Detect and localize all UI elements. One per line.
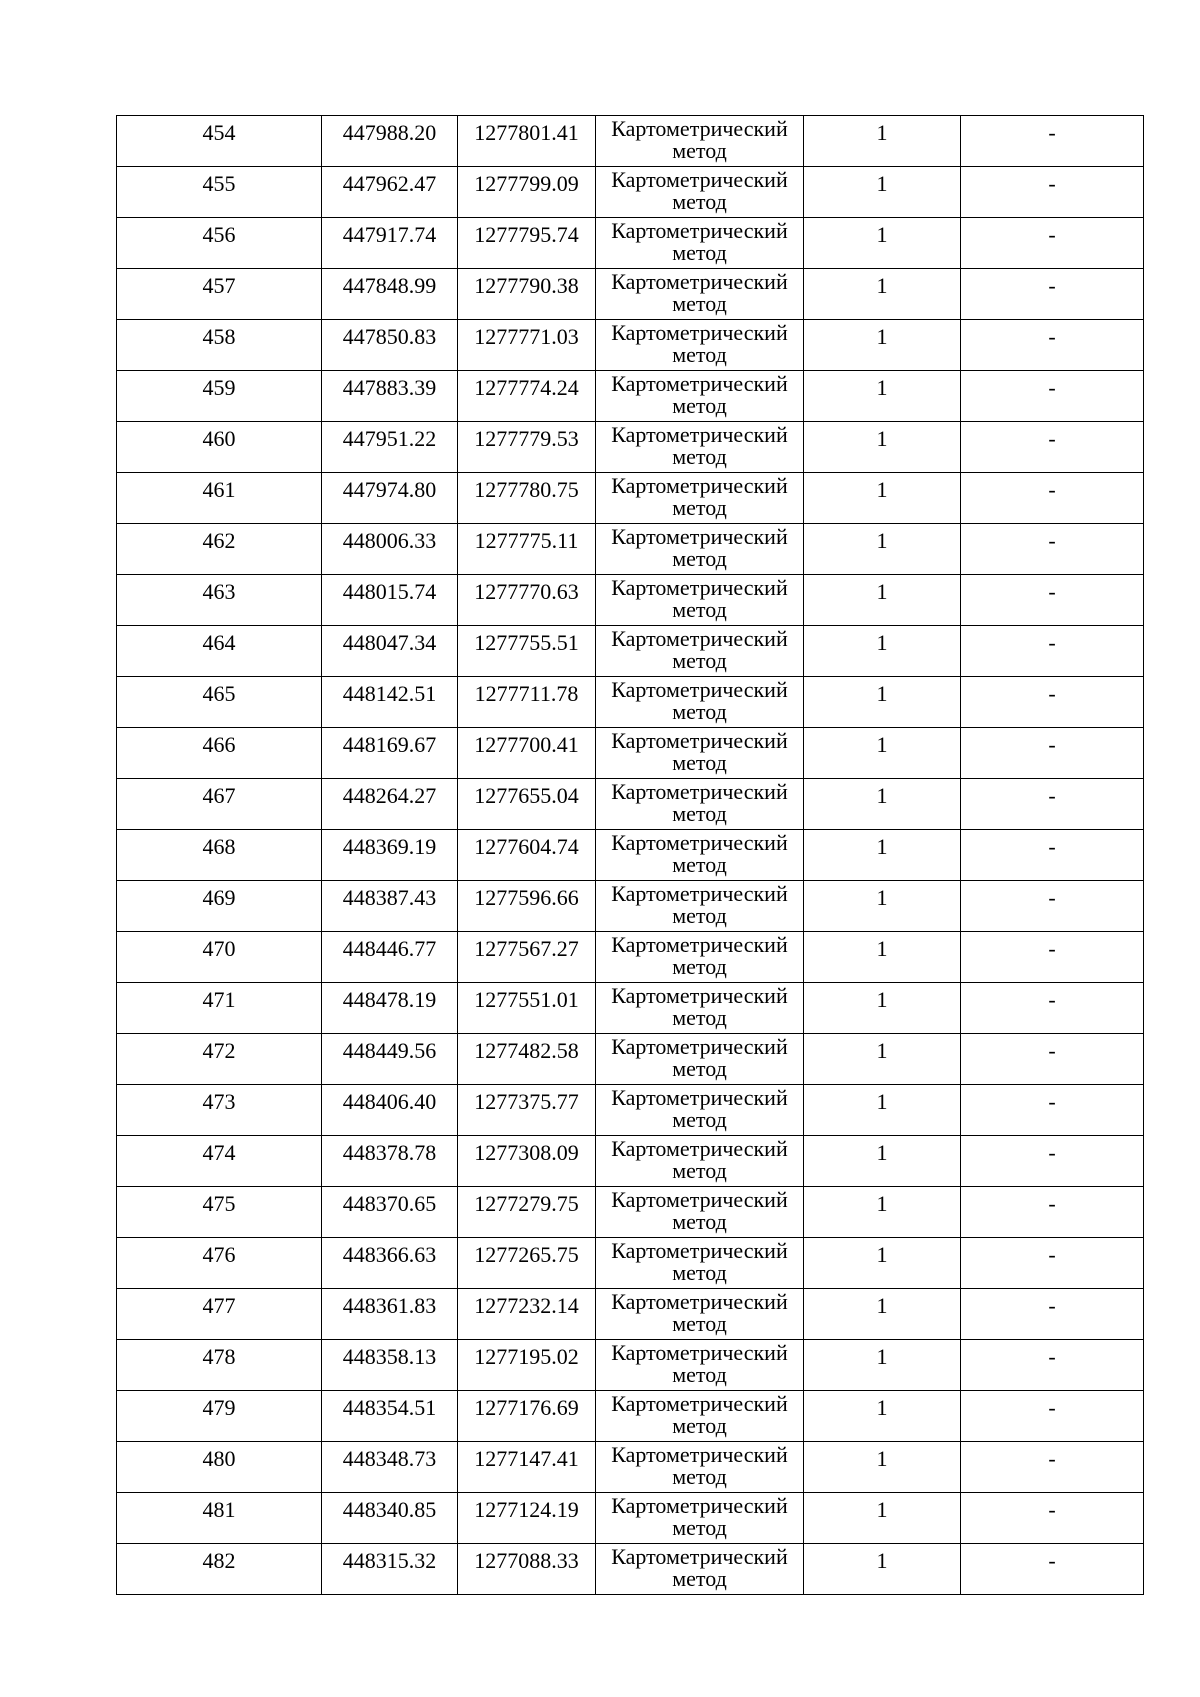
y-coordinate-cell: 1277770.63 [458,575,596,626]
method-line-1: Картометрический [611,1544,788,1569]
y-coordinate-cell: 1277604.74 [458,830,596,881]
point-number-cell: 463 [117,575,322,626]
table-row [117,1187,1144,1238]
y-coordinate-cell: 1277774.24 [458,371,596,422]
table-row [117,269,1144,320]
note-cell: - [961,1136,1144,1187]
method-cell [596,1391,804,1442]
table-row [117,1493,1144,1544]
accuracy-cell: 1 [804,422,961,473]
method-cell [596,1034,804,1085]
table-row [117,1391,1144,1442]
point-number-cell: 479 [117,1391,322,1442]
method-line-2: метод [672,1566,727,1591]
note-cell: - [961,881,1144,932]
point-number-cell: 455 [117,167,322,218]
method-cell [596,728,804,779]
y-coordinate-cell: 1277700.41 [458,728,596,779]
note-cell: - [961,1442,1144,1493]
table-row [117,473,1144,524]
table-row [117,932,1144,983]
y-coordinate-cell: 1277775.11 [458,524,596,575]
method-line-1: Картометрический [611,1493,788,1518]
x-coordinate-cell: 448446.77 [322,932,458,983]
accuracy-cell: 1 [804,1289,961,1340]
x-coordinate-cell: 448358.13 [322,1340,458,1391]
note-cell: - [961,1340,1144,1391]
point-number-cell: 457 [117,269,322,320]
note-cell: - [961,1391,1144,1442]
method-line-1: Картометрический [611,728,788,753]
point-number-cell: 472 [117,1034,322,1085]
table-row [117,728,1144,779]
table-row [117,320,1144,371]
method-cell [596,1136,804,1187]
point-number-cell: 459 [117,371,322,422]
accuracy-cell: 1 [804,1340,961,1391]
method-line-2: метод [672,240,727,265]
x-coordinate-cell: 448387.43 [322,881,458,932]
y-coordinate-cell: 1277779.53 [458,422,596,473]
method-line-1: Картометрический [611,1289,788,1314]
accuracy-cell: 1 [804,779,961,830]
x-coordinate-cell: 447988.20 [322,116,458,167]
y-coordinate-cell: 1277482.58 [458,1034,596,1085]
method-line-1: Картометрический [611,1340,788,1365]
table-row [117,218,1144,269]
point-number-cell: 482 [117,1544,322,1595]
point-number-cell: 454 [117,116,322,167]
method-cell [596,1544,804,1595]
accuracy-cell: 1 [804,1085,961,1136]
method-cell [596,779,804,830]
method-line-1: Картометрический [611,1238,788,1263]
accuracy-cell: 1 [804,1034,961,1085]
note-cell: - [961,1238,1144,1289]
accuracy-cell: 1 [804,1187,961,1238]
point-number-cell: 476 [117,1238,322,1289]
x-coordinate-cell: 448142.51 [322,677,458,728]
method-cell [596,932,804,983]
accuracy-cell: 1 [804,218,961,269]
point-number-cell: 466 [117,728,322,779]
x-coordinate-cell: 448047.34 [322,626,458,677]
x-coordinate-cell: 447974.80 [322,473,458,524]
y-coordinate-cell: 1277308.09 [458,1136,596,1187]
method-line-1: Картометрический [611,422,788,447]
y-coordinate-cell: 1277265.75 [458,1238,596,1289]
point-number-cell: 464 [117,626,322,677]
method-line-2: метод [672,1464,727,1489]
method-line-2: метод [672,546,727,571]
y-coordinate-cell: 1277147.41 [458,1442,596,1493]
note-cell: - [961,116,1144,167]
method-line-2: метод [672,138,727,163]
method-line-1: Картометрический [611,473,788,498]
y-coordinate-cell: 1277799.09 [458,167,596,218]
method-line-2: метод [672,750,727,775]
y-coordinate-cell: 1277655.04 [458,779,596,830]
x-coordinate-cell: 447883.39 [322,371,458,422]
table-row [117,575,1144,626]
note-cell: - [961,830,1144,881]
method-line-2: метод [672,699,727,724]
method-line-2: метод [672,1413,727,1438]
method-line-1: Картометрический [611,677,788,702]
method-line-2: метод [672,291,727,316]
table-row [117,371,1144,422]
method-line-2: метод [672,495,727,520]
method-line-1: Картометрический [611,371,788,396]
method-line-1: Картометрический [611,167,788,192]
table-row [117,1544,1144,1595]
point-number-cell: 458 [117,320,322,371]
table-row [117,116,1144,167]
accuracy-cell: 1 [804,1493,961,1544]
method-line-1: Картометрический [611,779,788,804]
note-cell: - [961,1034,1144,1085]
table-row [117,983,1144,1034]
x-coordinate-cell: 448369.19 [322,830,458,881]
method-line-1: Картометрический [611,1187,788,1212]
note-cell: - [961,320,1144,371]
method-line-2: метод [672,852,727,877]
method-line-2: метод [672,1515,727,1540]
method-line-2: метод [672,189,727,214]
accuracy-cell: 1 [804,575,961,626]
note-cell: - [961,983,1144,1034]
accuracy-cell: 1 [804,1442,961,1493]
method-line-1: Картометрический [611,1391,788,1416]
point-number-cell: 473 [117,1085,322,1136]
accuracy-cell: 1 [804,167,961,218]
y-coordinate-cell: 1277755.51 [458,626,596,677]
table-row [117,830,1144,881]
method-line-1: Картометрический [611,1034,788,1059]
y-coordinate-cell: 1277790.38 [458,269,596,320]
method-line-2: метод [672,954,727,979]
accuracy-cell: 1 [804,626,961,677]
method-cell [596,1187,804,1238]
note-cell: - [961,524,1144,575]
accuracy-cell: 1 [804,983,961,1034]
x-coordinate-cell: 448370.65 [322,1187,458,1238]
accuracy-cell: 1 [804,1136,961,1187]
method-cell [596,830,804,881]
y-coordinate-cell: 1277771.03 [458,320,596,371]
method-cell [596,1442,804,1493]
point-number-cell: 475 [117,1187,322,1238]
note-cell: - [961,167,1144,218]
accuracy-cell: 1 [804,473,961,524]
table-row [117,167,1144,218]
x-coordinate-cell: 448478.19 [322,983,458,1034]
note-cell: - [961,269,1144,320]
method-line-2: метод [672,597,727,622]
accuracy-cell: 1 [804,116,961,167]
table-row [117,422,1144,473]
table-row [117,1238,1144,1289]
method-line-1: Картометрический [611,626,788,651]
table-row [117,1340,1144,1391]
method-cell [596,116,804,167]
x-coordinate-cell: 447850.83 [322,320,458,371]
method-line-2: метод [672,1158,727,1183]
method-line-1: Картометрический [611,269,788,294]
method-line-2: метод [672,648,727,673]
y-coordinate-cell: 1277801.41 [458,116,596,167]
note-cell: - [961,626,1144,677]
x-coordinate-cell: 448449.56 [322,1034,458,1085]
method-cell [596,320,804,371]
method-cell [596,575,804,626]
method-line-2: метод [672,903,727,928]
method-line-2: метод [672,1107,727,1132]
x-coordinate-cell: 448315.32 [322,1544,458,1595]
method-line-1: Картометрический [611,1442,788,1467]
point-number-cell: 474 [117,1136,322,1187]
table-row [117,1085,1144,1136]
x-coordinate-cell: 447951.22 [322,422,458,473]
note-cell: - [961,1289,1144,1340]
y-coordinate-cell: 1277596.66 [458,881,596,932]
note-cell: - [961,422,1144,473]
method-cell [596,1085,804,1136]
method-line-2: метод [672,1056,727,1081]
x-coordinate-cell: 448378.78 [322,1136,458,1187]
table-row [117,1034,1144,1085]
note-cell: - [961,677,1144,728]
table-row [117,1136,1144,1187]
point-number-cell: 468 [117,830,322,881]
method-line-2: метод [672,801,727,826]
method-line-1: Картометрический [611,830,788,855]
method-cell [596,983,804,1034]
x-coordinate-cell: 447848.99 [322,269,458,320]
point-number-cell: 470 [117,932,322,983]
method-line-2: метод [672,1260,727,1285]
y-coordinate-cell: 1277795.74 [458,218,596,269]
x-coordinate-cell: 448340.85 [322,1493,458,1544]
x-coordinate-cell: 448006.33 [322,524,458,575]
method-line-1: Картометрический [611,218,788,243]
point-number-cell: 460 [117,422,322,473]
y-coordinate-cell: 1277780.75 [458,473,596,524]
x-coordinate-cell: 448169.67 [322,728,458,779]
method-cell [596,881,804,932]
point-number-cell: 467 [117,779,322,830]
accuracy-cell: 1 [804,269,961,320]
accuracy-cell: 1 [804,1238,961,1289]
method-cell [596,1238,804,1289]
method-line-1: Картометрический [611,983,788,1008]
method-line-2: метод [672,1362,727,1387]
x-coordinate-cell: 447962.47 [322,167,458,218]
method-cell [596,1289,804,1340]
method-line-2: метод [672,342,727,367]
y-coordinate-cell: 1277279.75 [458,1187,596,1238]
point-number-cell: 471 [117,983,322,1034]
accuracy-cell: 1 [804,1544,961,1595]
method-cell [596,626,804,677]
method-cell [596,167,804,218]
method-line-2: метод [672,444,727,469]
note-cell: - [961,932,1144,983]
method-line-2: метод [672,1209,727,1234]
x-coordinate-cell: 448264.27 [322,779,458,830]
method-cell [596,218,804,269]
accuracy-cell: 1 [804,677,961,728]
table-row [117,677,1144,728]
coordinates-table [116,115,1144,1595]
y-coordinate-cell: 1277088.33 [458,1544,596,1595]
y-coordinate-cell: 1277375.77 [458,1085,596,1136]
accuracy-cell: 1 [804,524,961,575]
method-cell [596,371,804,422]
point-number-cell: 478 [117,1340,322,1391]
method-cell [596,269,804,320]
note-cell: - [961,371,1144,422]
table-row [117,1289,1144,1340]
point-number-cell: 469 [117,881,322,932]
note-cell: - [961,1085,1144,1136]
method-cell [596,422,804,473]
method-line-1: Картометрический [611,575,788,600]
method-line-1: Картометрический [611,1085,788,1110]
accuracy-cell: 1 [804,830,961,881]
table-row [117,1442,1144,1493]
method-cell [596,524,804,575]
accuracy-cell: 1 [804,932,961,983]
note-cell: - [961,473,1144,524]
method-line-1: Картометрический [611,881,788,906]
point-number-cell: 461 [117,473,322,524]
coordinates-table-body [117,116,1144,1595]
x-coordinate-cell: 448366.63 [322,1238,458,1289]
method-line-1: Картометрический [611,320,788,345]
note-cell: - [961,218,1144,269]
point-number-cell: 456 [117,218,322,269]
note-cell: - [961,1544,1144,1595]
method-cell [596,677,804,728]
method-line-1: Картометрический [611,932,788,957]
method-line-1: Картометрический [611,116,788,141]
method-line-1: Картометрический [611,1136,788,1161]
point-number-cell: 462 [117,524,322,575]
y-coordinate-cell: 1277195.02 [458,1340,596,1391]
method-line-2: метод [672,393,727,418]
x-coordinate-cell: 447917.74 [322,218,458,269]
y-coordinate-cell: 1277567.27 [458,932,596,983]
x-coordinate-cell: 448406.40 [322,1085,458,1136]
y-coordinate-cell: 1277551.01 [458,983,596,1034]
method-line-1: Картометрический [611,524,788,549]
y-coordinate-cell: 1277176.69 [458,1391,596,1442]
method-cell [596,473,804,524]
accuracy-cell: 1 [804,881,961,932]
point-number-cell: 465 [117,677,322,728]
point-number-cell: 477 [117,1289,322,1340]
table-row [117,881,1144,932]
y-coordinate-cell: 1277232.14 [458,1289,596,1340]
method-cell [596,1340,804,1391]
method-cell [596,1493,804,1544]
accuracy-cell: 1 [804,728,961,779]
table-row [117,524,1144,575]
accuracy-cell: 1 [804,371,961,422]
table-row [117,626,1144,677]
x-coordinate-cell: 448015.74 [322,575,458,626]
x-coordinate-cell: 448361.83 [322,1289,458,1340]
accuracy-cell: 1 [804,320,961,371]
accuracy-cell: 1 [804,1391,961,1442]
point-number-cell: 480 [117,1442,322,1493]
table-row [117,779,1144,830]
method-line-2: метод [672,1311,727,1336]
note-cell: - [961,1493,1144,1544]
point-number-cell: 481 [117,1493,322,1544]
note-cell: - [961,1187,1144,1238]
note-cell: - [961,779,1144,830]
x-coordinate-cell: 448354.51 [322,1391,458,1442]
note-cell: - [961,575,1144,626]
method-line-2: метод [672,1005,727,1030]
x-coordinate-cell: 448348.73 [322,1442,458,1493]
note-cell: - [961,728,1144,779]
y-coordinate-cell: 1277711.78 [458,677,596,728]
y-coordinate-cell: 1277124.19 [458,1493,596,1544]
